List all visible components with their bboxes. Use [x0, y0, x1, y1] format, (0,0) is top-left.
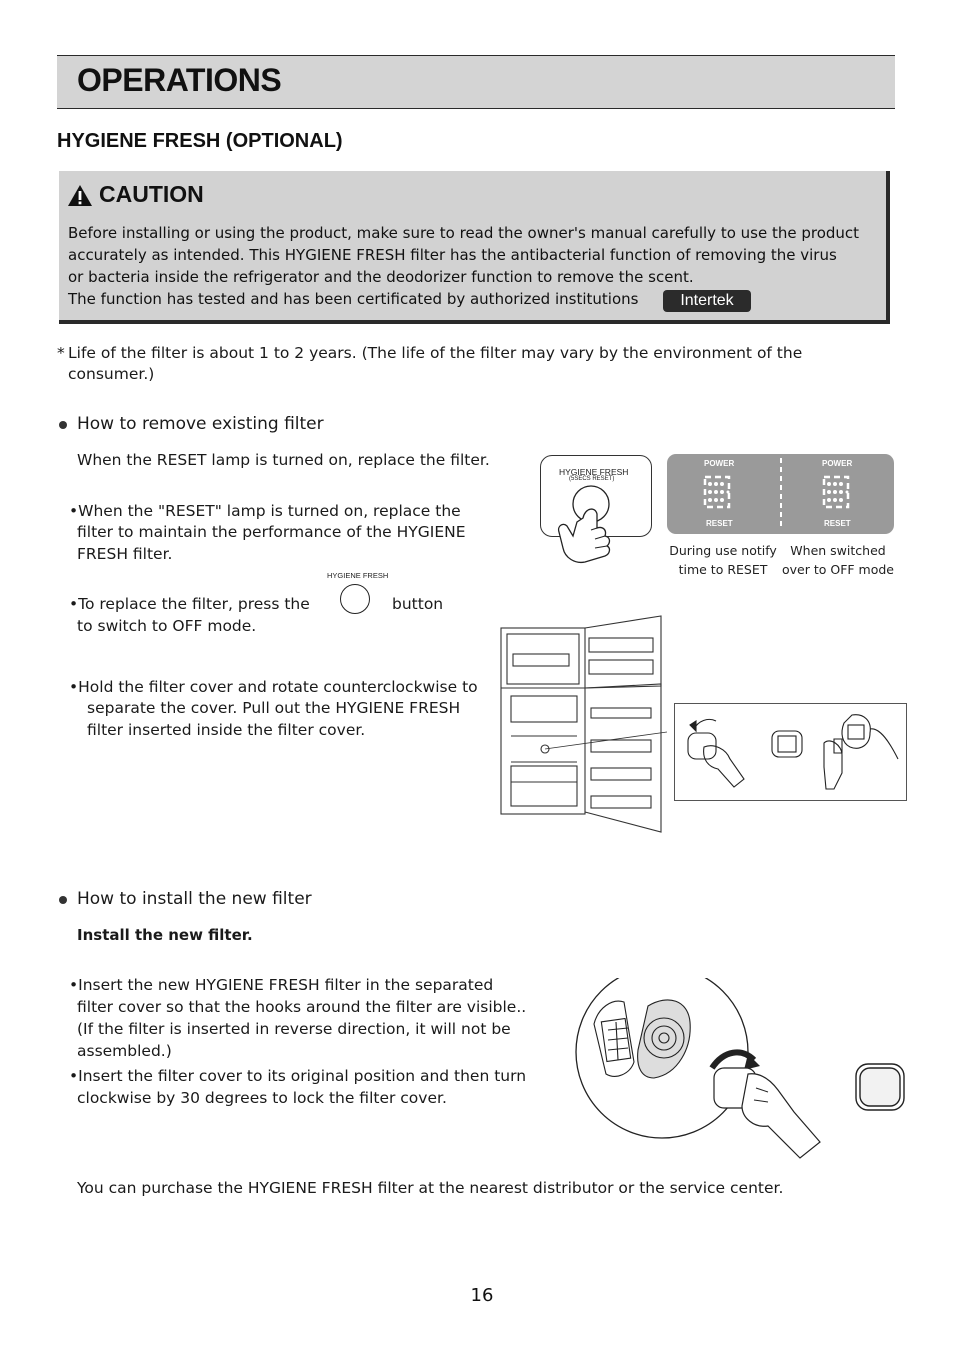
filter-cover-icon — [674, 703, 905, 799]
remove-bullet-3-line-3: filter inserted inside the filter cover. — [87, 721, 366, 739]
remove-heading: How to remove existing filter — [77, 414, 324, 434]
install-bullet-1-line-1: •Insert the new HYGIENE FRESH filter in the separated — [69, 976, 494, 994]
install-bullet-2-line-2: clockwise by 30 degrees to lock the filter cover. — [77, 1089, 447, 1107]
purchase-note: You can purchase the HYGIENE FRESH filter at the nearest distributor or the service center. — [77, 1179, 784, 1197]
caption-left-line-1: During use notify — [669, 543, 777, 558]
remove-bullet-3-line-1: •Hold the filter cover and rotate counterclockwise to — [69, 678, 478, 696]
remove-intro: When the RESET lamp is turned on, replace the filter. — [77, 451, 490, 469]
section-title: HYGIENE FRESH (OPTIONAL) — [57, 130, 343, 152]
caution-line-1: Before installing or using the product, make sure to read the owner's manual carefully to use the product — [68, 224, 860, 242]
hygiene-fresh-button-icon — [340, 584, 370, 614]
power-label-left: POWER — [704, 459, 735, 468]
bullet-dot — [59, 896, 67, 904]
remove-bullet-3-line-2: separate the cover. Pull out the HYGIENE FRESH — [87, 699, 461, 717]
install-heading: How to install the new filter — [77, 889, 312, 909]
note-line-1: Life of the filter is about 1 to 2 years. (The life of the filter may vary by the environment of the — [68, 344, 803, 362]
intertek-badge: Intertek — [663, 290, 751, 312]
remove-bullet-1-line-3: FRESH filter. — [77, 545, 173, 563]
filter-install-illustration — [572, 978, 912, 1160]
note-line-2: consumer.) — [68, 365, 155, 383]
reset-label-left: RESET — [706, 519, 733, 528]
filter-indicator-icon — [667, 454, 894, 534]
install-bullet-2-line-1: •Insert the filter cover to its original position and then turn — [69, 1067, 527, 1085]
hand-pointer-icon — [555, 482, 615, 572]
install-bullet-1-line-3: (If the filter is inserted in reverse direction, it will not be — [77, 1020, 511, 1038]
caution-line-2: accurately as intended. This HYGIENE FRESH filter has the antibacterial function of removing the virus — [68, 246, 837, 264]
reset-label-right: RESET — [824, 519, 851, 528]
remove-bullet-2-line-2: to switch to OFF mode. — [77, 617, 257, 635]
caption-left-line-2: time to RESET — [678, 562, 768, 577]
note-asterisk: * — [57, 344, 65, 362]
remove-bullet-1-line-1: •When the "RESET" lamp is turned on, replace the — [69, 502, 461, 520]
install-bullet-1-line-4: assembled.) — [77, 1042, 172, 1060]
refrigerator-icon — [497, 612, 667, 837]
button-panel-label: HYGIENE FRESH — [559, 467, 629, 477]
page-title: OPERATIONS — [77, 62, 282, 98]
inline-button-label: HYGIENE FRESH — [327, 571, 389, 580]
button-panel-sublabel: (5SECS RESET) — [569, 476, 615, 482]
power-label-right: POWER — [822, 459, 853, 468]
caption-right-line-2: over to OFF mode — [781, 562, 894, 577]
hand-icon — [714, 1068, 820, 1158]
page-number: 16 — [470, 1285, 494, 1306]
caption-left — [667, 541, 779, 579]
warning-triangle-icon — [67, 184, 93, 207]
caution-line-4: The function has tested and has been certificated by authorized institutions — [68, 290, 639, 308]
remove-bullet-1-line-2: filter to maintain the performance of the HYGIENE — [77, 523, 466, 541]
remove-bullet-2-after: button — [392, 595, 444, 613]
caption-right — [780, 541, 896, 579]
remove-bullet-2-line-1: •To replace the filter, press the — [69, 595, 310, 613]
caution-title: CAUTION — [99, 181, 204, 207]
caution-line-3: or bacteria inside the refrigerator and the deodorizer function to remove the scent. — [68, 268, 694, 286]
install-intro: Install the new filter. — [77, 926, 253, 944]
install-bullet-1-line-2: filter cover so that the hooks around the filter are visible.. — [77, 998, 527, 1016]
caption-right-line-1: When switched — [790, 543, 886, 558]
bullet-dot — [59, 421, 67, 429]
